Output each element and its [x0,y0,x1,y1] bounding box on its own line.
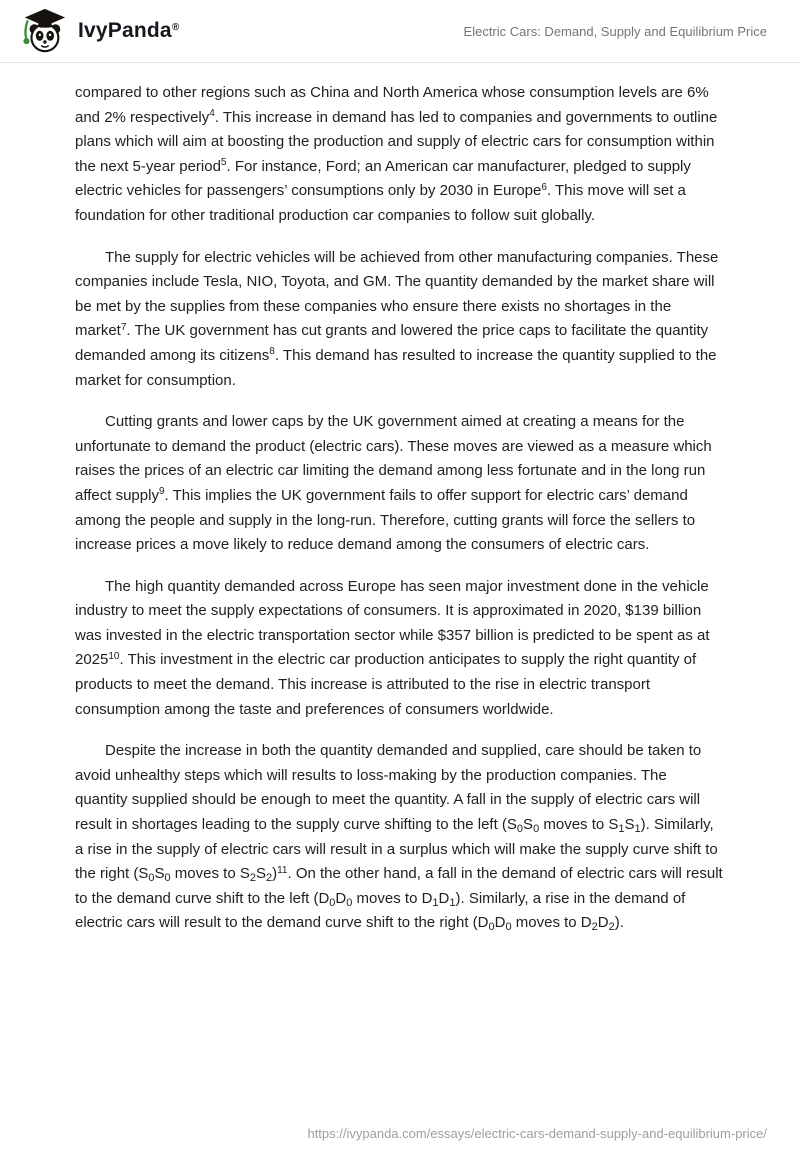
document-title: Electric Cars: Demand, Supply and Equilibrium Price [463,23,767,39]
source-url[interactable]: https://ivypanda.com/essays/electric-cars-demand-supply-and-equilibrium-price/ [307,1126,767,1141]
paragraph: The high quantity demanded across Europe has seen major investment done in the vehicle industry to meet the supply expectations of consumers. It is approximated in 2020, $139 billion was invested in the electric transportation sector while $357 billion is predicted to be spent as at 2025$^{10}$. This investment in the electric car production anticipates to supply the right quantity of products to meet the demand. This increase is attributed to the rise in electric transport consumption among the taste and preferences of consumers worldwide. [75,577,710,718]
brand-name [78,19,179,43]
registered-trademark-mark: ® [171,22,180,33]
ivypanda-logo-icon [18,7,68,55]
paragraph: The supply for electric vehicles will be achieved from other manufacturing companies. These companies include Tesla, NIO, Toyota, and GM. The quantity demanded by the market share will be met by the supplies from these companies who ensure there exists no shortages in the market$^7$. The UK government has cut grants and lowered the price caps to facilitate the quantity demanded among its citizens$^8$. This demand has resulted to increase the quantity supplied to the market for consumption. [75,248,719,389]
brand[interactable] [18,7,179,55]
essay-content [75,62,723,953]
paragraph: Cutting grants and lower caps by the UK government aimed at creating a means for the unfortunate to demand the product (electric cars). These moves are viewed as a measure which raises the prices of an electric car limiting the demand among less fortunate and in the long run affect supply$^9$. This implies the UK government fails to offer support for electric cars’ demand among the people and supply in the long-run. Therefore, cutting grants will force the sellers to increase prices a move likely to reduce demand among the consumers of electric cars. [75,413,712,554]
page-header [0,0,800,62]
brand-name-text: IvyPanda [78,19,172,42]
paragraph: compared to other regions such as China and North America whose consumption levels are 6% and 2% respectively$^4$. This increase in demand has led to companies and governments to outline plans which will aim at boosting the production and supply of electric cars for consumption within the next 5-year period$^5$. For instance, Ford; an American car manufacturer, pledged to supply electric vehicles for passengers’ consumptions only by 2030 in Europe$^6$. This move will set a foundation for other traditional production car companies to follow suit globally. [75,84,718,224]
paragraph: Despite the increase in both the quantity demanded and supplied, care should be taken to avoid unhealthy steps which will results to loss-making by the production companies. The quantity supplied should be enough to meet the quantity. A fall in the supply of electric cars will result in shortages leading to the supply curve shifting to the left ($S_0S_0$ moves to $S_1S_1$). Similarly, a rise in the supply of electric cars will result in a surplus which will make the supply curve shift to the right ($S_0S_0$ moves to $S_2S_2)^{11}$. On the other hand, a fall in the demand of electric cars will result to the demand curve shift to the left ($D_0D_0$ moves to $D_1D_1$). Similarly, a rise in the demand of electric cars will result to the demand curve shift to the right ($D_0D_0$ moves to $D_2D_2$). [75,742,723,934]
page-footer [307,1125,767,1143]
